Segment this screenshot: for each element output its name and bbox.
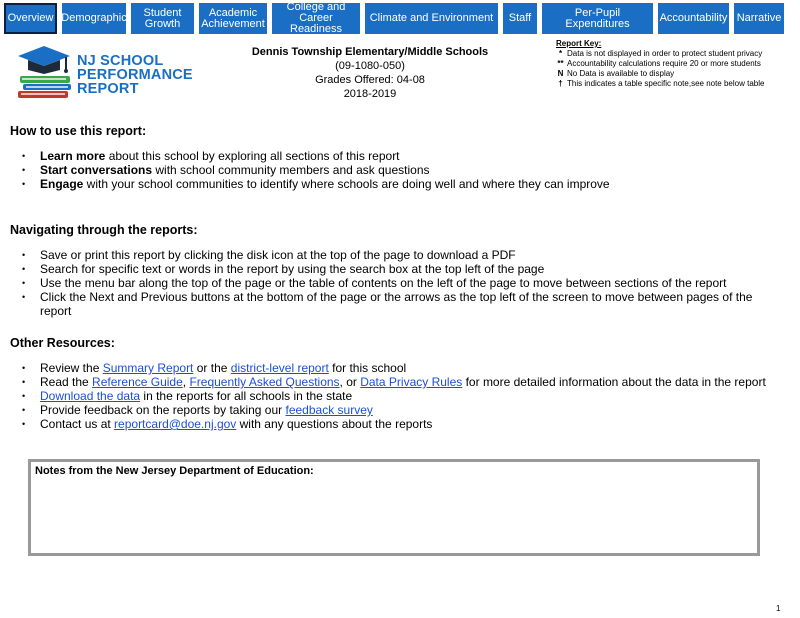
nav-tab-per-pupil-expenditures[interactable]: Per-Pupil Expenditures bbox=[542, 3, 653, 34]
report-key-text: No Data is available to display bbox=[567, 69, 675, 78]
link-data-privacy-rules[interactable]: Data Privacy Rules bbox=[360, 375, 463, 389]
graduation-cap-books-icon bbox=[14, 40, 76, 100]
bullet-icon: • bbox=[22, 292, 26, 302]
how-to-item-text: with school community members and ask questions bbox=[152, 163, 430, 177]
how-to-item bbox=[10, 149, 780, 163]
how-to-item-text: about this school by exploring all sections of this report bbox=[105, 149, 400, 163]
how-to-item bbox=[10, 163, 780, 177]
other-resources-heading: Other Resources: bbox=[10, 336, 115, 350]
how-to-item-text: with your school communities to identify where schools are doing well and where they can improve bbox=[83, 177, 610, 191]
section-nav-bar bbox=[4, 3, 789, 34]
navigating-item bbox=[10, 248, 780, 262]
resource-item bbox=[10, 361, 780, 375]
report-key-symbol: N bbox=[557, 69, 564, 78]
bullet-icon: • bbox=[22, 165, 26, 175]
logo-wordmark: NJ SCHOOL PERFORMANCE REPORT bbox=[77, 53, 193, 97]
link-reference-guide[interactable]: Reference Guide bbox=[92, 375, 183, 389]
resource-item-text: Contact us at bbox=[40, 417, 115, 431]
how-to-item bbox=[10, 177, 780, 191]
resource-item-text: , bbox=[182, 375, 190, 389]
bullet-icon: • bbox=[22, 250, 26, 260]
link-download-the-data[interactable]: Download the data bbox=[40, 389, 141, 403]
resource-item-text: for this school bbox=[328, 361, 407, 375]
navigating-item bbox=[10, 262, 780, 276]
resource-item-text: for more detailed information about the data in the report bbox=[462, 375, 766, 389]
school-year: 2018-2019 bbox=[343, 88, 397, 100]
report-key-row bbox=[556, 69, 796, 79]
report-key-text: Data is not displayed in order to protect student privacy bbox=[567, 49, 763, 58]
nj-school-performance-report-logo bbox=[14, 40, 193, 100]
report-key-row bbox=[556, 49, 796, 59]
report-key-row bbox=[556, 59, 796, 69]
resource-item-text: Read the bbox=[40, 375, 93, 389]
navigating-item bbox=[10, 290, 780, 318]
resource-item bbox=[10, 389, 780, 403]
nav-tab-college-and-career-readiness[interactable]: College and Career Readiness bbox=[272, 3, 360, 34]
resource-item-text: Provide feedback on the reports by taking our bbox=[40, 403, 286, 417]
notes-box bbox=[28, 459, 760, 556]
bullet-icon: • bbox=[22, 151, 26, 161]
nav-tab-narrative[interactable]: Narrative bbox=[734, 3, 784, 34]
report-key-text: This indicates a table specific note,see note below table bbox=[567, 79, 765, 88]
bullet-icon: • bbox=[22, 363, 26, 373]
school-name: Dennis Township Elementary/Middle Schools bbox=[251, 46, 489, 58]
navigating-item-text: Use the menu bar along the top of the page or the table of contents on the left of the page to move between sections of the report bbox=[40, 276, 727, 290]
navigating-item-text: Save or print this report by clicking the disk icon at the top of the page to download a PDF bbox=[40, 248, 516, 262]
other-resources-section bbox=[10, 336, 780, 431]
navigating-item-text: Click the Next and Previous buttons at the bottom of the page or the arrows as the top left of the screen to move between pages of the report bbox=[40, 290, 753, 318]
nav-tab-climate-and-environment[interactable]: Climate and Environment bbox=[365, 3, 498, 34]
resource-item-text: , or bbox=[339, 375, 361, 389]
how-to-use-heading: How to use this report: bbox=[10, 124, 147, 138]
notes-title: Notes from the New Jersey Department of Education: bbox=[35, 465, 314, 477]
resource-item bbox=[10, 375, 780, 389]
link-reportcard-doe-nj-gov[interactable]: reportcard@doe.nj.gov bbox=[114, 417, 237, 431]
report-key-row bbox=[556, 79, 796, 89]
bullet-icon: • bbox=[22, 264, 26, 274]
bullet-icon: • bbox=[22, 179, 26, 189]
report-key-title: Report Key: bbox=[556, 39, 602, 48]
page-number: 1 bbox=[776, 604, 781, 613]
resource-item-text: or the bbox=[193, 361, 231, 375]
nav-tab-staff[interactable]: Staff bbox=[503, 3, 537, 34]
nav-tab-accountability[interactable]: Accountability bbox=[658, 3, 729, 34]
nav-tab-academic-achievement[interactable]: Academic Achievement bbox=[199, 3, 267, 34]
link-feedback-survey[interactable]: feedback survey bbox=[285, 403, 373, 417]
link-frequently-asked-questions[interactable]: Frequently Asked Questions bbox=[189, 375, 340, 389]
grades-offered: Grades Offered: 04-08 bbox=[315, 74, 425, 86]
link-district-level-report[interactable]: district-level report bbox=[230, 361, 329, 375]
resource-item-text: Review the bbox=[40, 361, 103, 375]
how-to-item-bold: Start conversations bbox=[40, 163, 153, 177]
navigating-item bbox=[10, 276, 780, 290]
school-code: (09-1080-050) bbox=[335, 60, 405, 72]
link-summary-report[interactable]: Summary Report bbox=[102, 361, 194, 375]
navigating-item-text: Search for specific text or words in the report by using the search box at the top left of the page bbox=[40, 262, 545, 276]
how-to-use-section bbox=[10, 124, 780, 191]
nav-tab-overview[interactable]: Overview bbox=[4, 3, 57, 34]
bullet-icon: • bbox=[22, 419, 26, 429]
report-key bbox=[556, 39, 796, 89]
report-key-text: Accountability calculations require 20 or more students bbox=[567, 59, 761, 68]
resource-item bbox=[10, 403, 780, 417]
report-key-symbol: † bbox=[558, 79, 563, 88]
how-to-item-bold: Engage bbox=[40, 177, 84, 191]
resource-item-text: with any questions about the reports bbox=[236, 417, 433, 431]
bullet-icon: • bbox=[22, 391, 26, 401]
report-key-symbol: * bbox=[558, 49, 563, 58]
bullet-icon: • bbox=[22, 278, 26, 288]
nav-tab-demographic[interactable]: Demographic bbox=[62, 3, 126, 34]
navigating-section bbox=[10, 223, 780, 318]
school-header bbox=[230, 45, 510, 101]
navigating-heading: Navigating through the reports: bbox=[10, 223, 198, 237]
bullet-icon: • bbox=[22, 405, 26, 415]
resource-item-text: in the reports for all schools in the state bbox=[140, 389, 353, 403]
bullet-icon: • bbox=[22, 377, 26, 387]
report-key-symbol: ** bbox=[557, 59, 564, 68]
nav-tab-student-growth[interactable]: Student Growth bbox=[131, 3, 194, 34]
resource-item bbox=[10, 417, 780, 431]
how-to-item-bold: Learn more bbox=[40, 149, 106, 163]
